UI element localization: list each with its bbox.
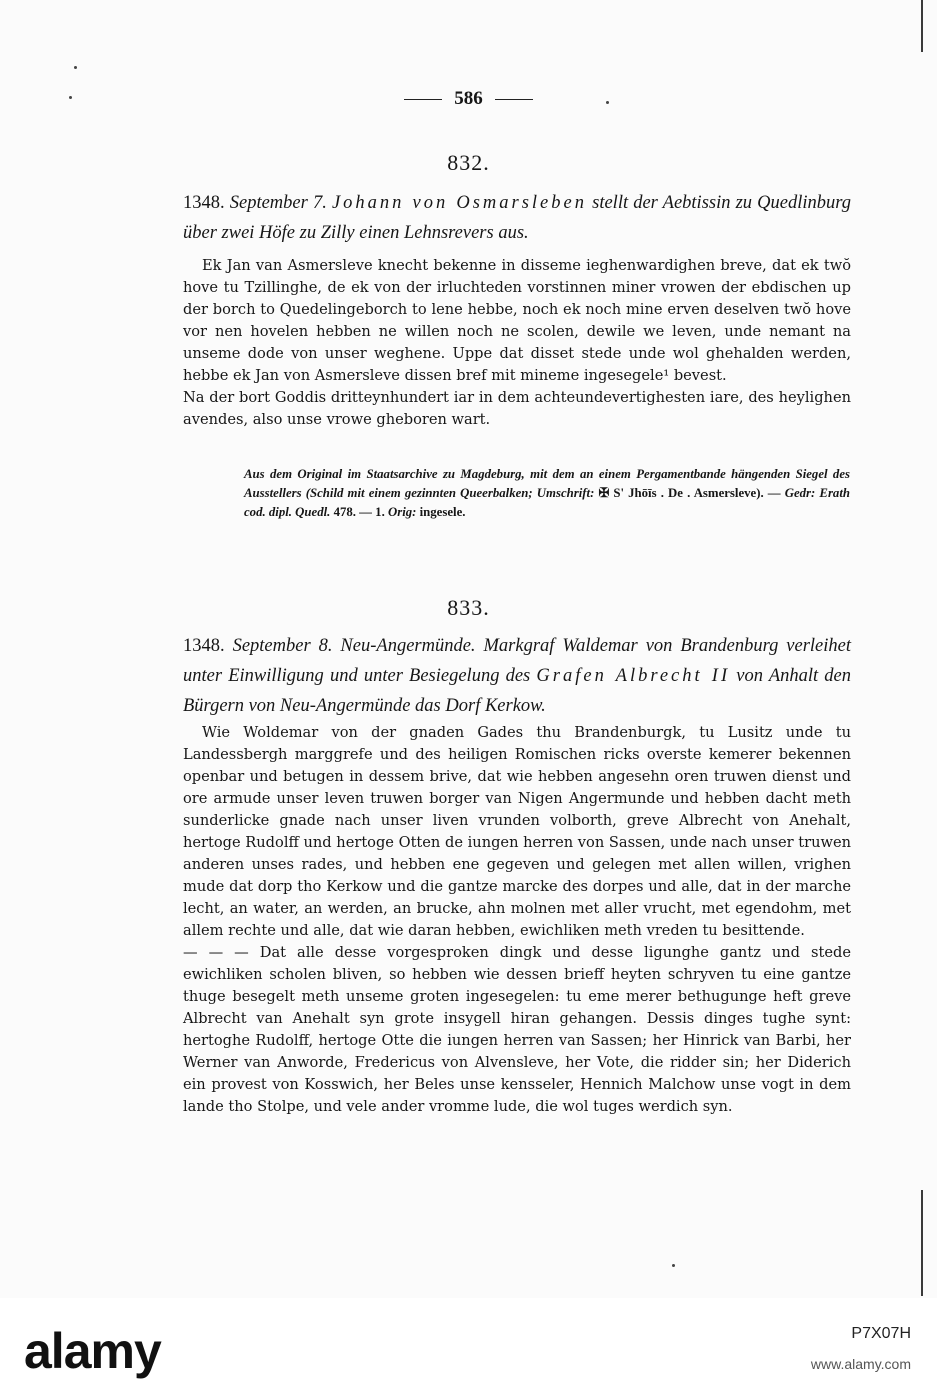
source-note xyxy=(244,465,850,522)
text-paragraph: Na der bort Goddis dritteynhundert iar in dem achteundevertighesten iare, des heylighen avendes, also unse vrowe gheboren wart. xyxy=(183,389,851,428)
heading-name: Johann von Osmarsleben xyxy=(331,193,587,213)
page-edge-line xyxy=(921,0,923,52)
document-heading xyxy=(183,631,851,721)
heading-summary: von Brandenburg verleihet unter Einwilligung und unter Besiegelung des xyxy=(183,636,852,686)
document-text xyxy=(183,722,851,1118)
document-text xyxy=(183,255,851,431)
scan-speck xyxy=(74,66,77,69)
document-number: 833. xyxy=(447,595,490,620)
heading-date: September 8. Neu-Angermünde. xyxy=(232,636,476,656)
document-number: 832. xyxy=(447,150,490,175)
document-heading xyxy=(183,188,851,248)
text-paragraph: Ek Jan van Asmersleve knecht bekenne in disseme ieghenwardighen breve, dat ek twŏ hove tu Tzillinghe, de ek von der irluchteden vorstinnen miner vrowen der ebdischen up der borch to Quedelingeborch to lene hebbe, noch ek noch mine erven deselven twŏ hove vor nen hovelen hebben ne willen noch ne scolen, dewile we leven, unde nemant na unseme dode von unser weghene. Uppe dat disset stede unde wol ghehalden werden, hebbe ek Jan von Asmersleve dissen bref mit mineme ingesegele¹ bevest. xyxy=(183,257,851,384)
heading-summary: von Anhalt den Bürgern von Neu-Angermünde das Dorf Kerkow. xyxy=(183,666,852,716)
rule-left xyxy=(404,99,442,100)
heading-year: 1348. xyxy=(183,636,225,656)
page-edge-line xyxy=(921,1190,923,1296)
heading-date: September 7. xyxy=(229,193,327,213)
scan-speck xyxy=(672,1264,675,1267)
image-id: P7X07H xyxy=(851,1325,911,1342)
text-paragraph: Wie Woldemar von der gnaden Gades thu Brandenburgk, tu Lusitz unde tu Landessbergh marggrefe und des heiligen Romischen ricks overste kemerer bekennen openbar und betugen in dessem brive, dat wie hebben angesehn oren truwen dienst und ore armude unser leven truwen borger van Nigen Angermunde und hebben dacht meth sunderlicke gnade nach unser liven vrunden volborth, greve Albrecht von Anehalt, hertoge Rudolff und hertoge Otten de iungen herren von Sassen, unde nach unser truwen anderen unses rades, und hebben ene gegeven und gelegen met allen willen, vrighen mude dat dorp tho Kerkow und die gantze marcke des dorpes und alle, dat in der marche lecht, an water, an werden, an brucke, ahn molnen met aller vrucht, met egendohm, met allem rechte und alle, dat wie daran hebben, ewichliken meth vreden tu besittende. xyxy=(183,724,851,939)
note-print: — Gedr: Erath cod. dipl. Quedl. xyxy=(244,486,851,519)
text-paragraph: — — — Dat alle desse vorgesproken dingk und desse ligunghe gantz und stede ewichliken scholen bliven, so hebben wie dessen brieff heyten schryven tu eine gantze thuge besegelt meth unseme groten ingesegelen: tu eme merer bethugunge heft greve Albrecht van Anehalt syn grote insygell hiran gehangen. Dessis dinges tughe synt: hertoghe Rudolff, hertoge Otte die iungen herren van Sassen; her Hinrick van Barbi, her Werner van Anworde, Fredericus von Alvensleve, her Vote, die ridder sin; her Diderich ein provest von Kosswich, her Beles unse kensseler, Hennich Malchow unse vogt in dem lande tho Stolpe, und vele ander vromme lude, die wol tuges werdich syn. xyxy=(183,944,851,1115)
note-reading: ingesele. xyxy=(419,505,466,519)
note-legend: ✠ S' Jhōīs . De . Asmersleve). xyxy=(598,486,764,500)
note-orig: Orig: xyxy=(387,505,417,519)
note-page: 478. — 1. xyxy=(333,505,385,519)
heading-summary: stellt der Aebtissin zu Quedlinburg über zwei Höfe zu Zilly einen Lehnsrevers aus. xyxy=(183,193,852,243)
heading-name: Grafen Albrecht II xyxy=(536,666,731,686)
note-source: Aus dem Original im Staatsarchive zu Magdeburg, mit dem an einem Pergamentbande hängenden Siegel des Ausstellers (Schild mit einem gezinnten Queerbalken; Umschrift: xyxy=(244,467,850,500)
heading-name: Markgraf Waldemar xyxy=(483,636,638,656)
watermark-url: www.alamy.com xyxy=(810,1356,911,1372)
page-number xyxy=(0,88,937,110)
alamy-logo: alamy xyxy=(24,1323,161,1379)
heading-year: 1348. xyxy=(183,193,225,213)
page-number-text: 586 xyxy=(454,88,483,109)
rule-right xyxy=(495,99,533,100)
